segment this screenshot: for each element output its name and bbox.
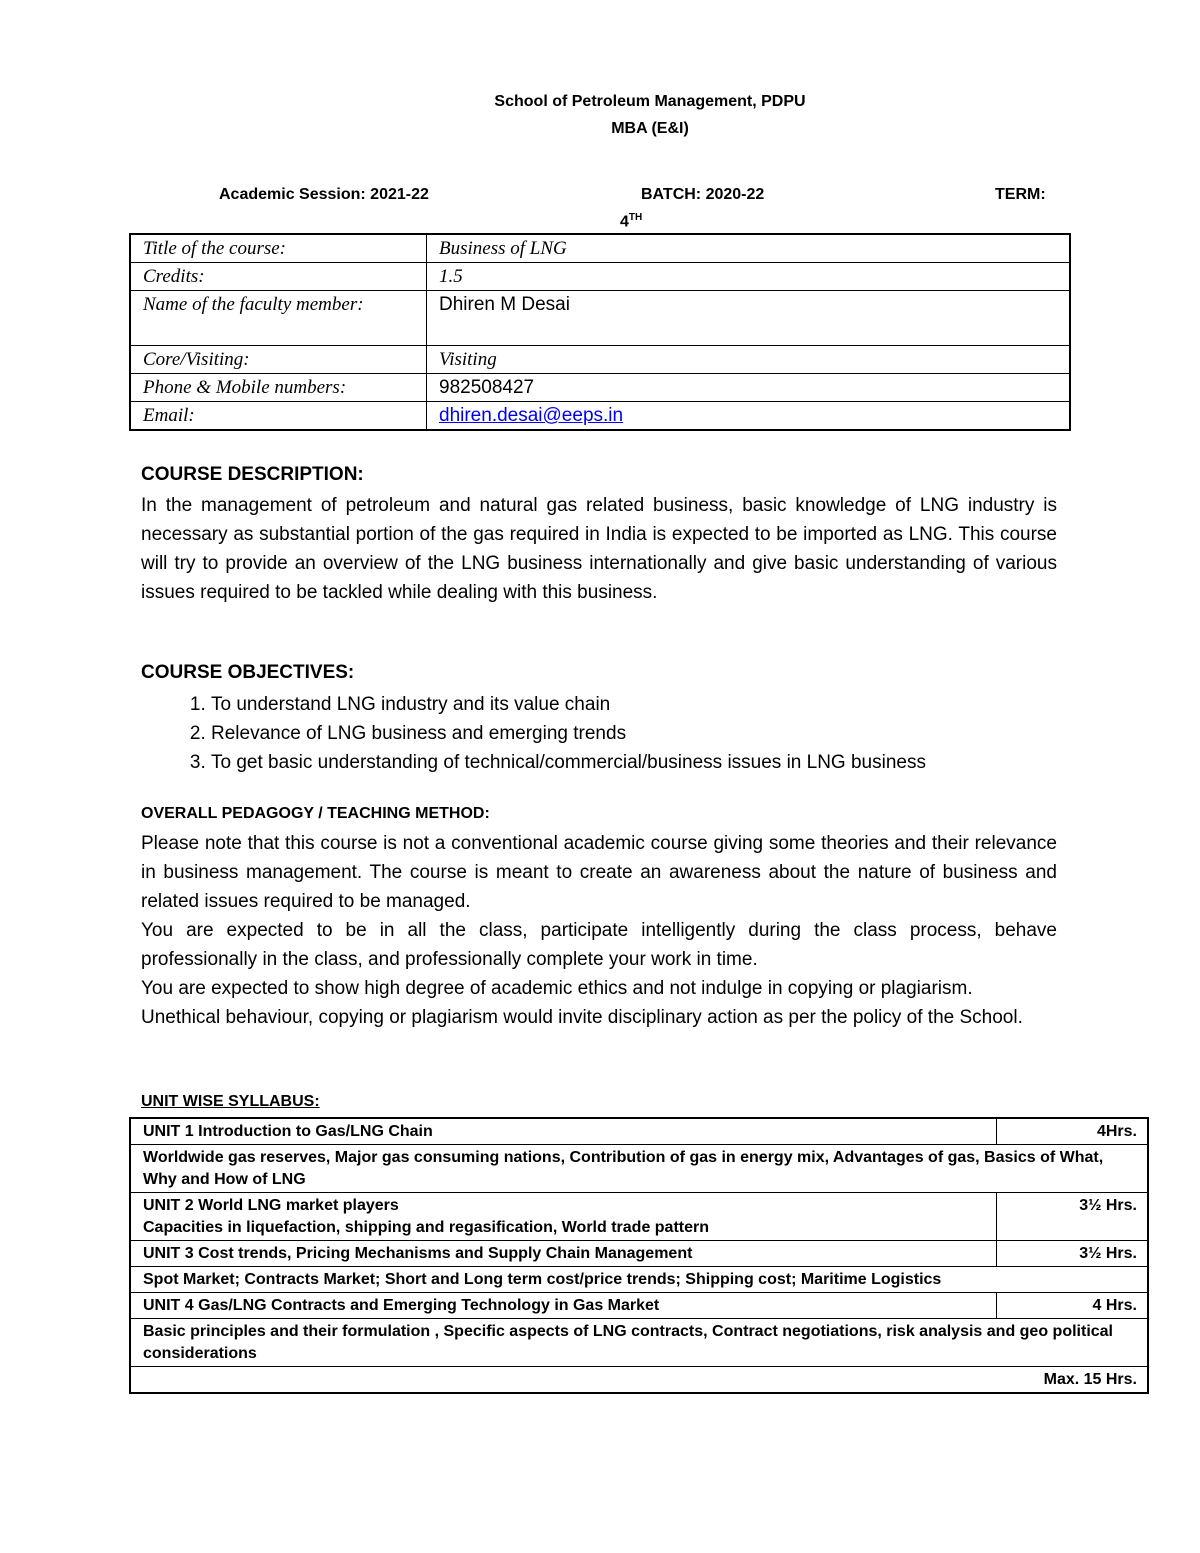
unit-3-topics: Spot Market; Contracts Market; Short and Long term cost/price trends; Shipping cost; Maritime Logistics <box>130 1267 1148 1293</box>
pedagogy-heading: OVERALL PEDAGOGY / TEACHING METHOD: <box>141 805 490 822</box>
table-row <box>130 234 1070 263</box>
list-item: 1. To understand LNG industry and its value chain <box>211 690 926 719</box>
unit-4-title: UNIT 4 Gas/LNG Contracts and Emerging Technology in Gas Market <box>130 1293 997 1319</box>
batch: BATCH: 2020-22 <box>641 186 765 203</box>
academic-session: Academic Session: 2021-22 <box>219 186 429 203</box>
unit-2-topics: Capacities in liquefaction, shipping and regasification, World trade pattern <box>143 1219 710 1236</box>
pedagogy-para-2: You are expected to be in all the class, participate intelligently during the class process, behave professionally in the class, and professionally complete your work in time. <box>141 920 1057 970</box>
email-label: Email: <box>130 402 427 431</box>
unit-1-title: UNIT 1 Introduction to Gas/LNG Chain <box>130 1118 997 1145</box>
pedagogy-para-1: Please note that this course is not a conventional academic course giving some theories and their relevance in business management. The course is meant to create an awareness about the nature of business and related issues required to be managed. <box>141 833 1057 912</box>
table-row <box>130 1118 1148 1145</box>
term-label: TERM: <box>995 186 1046 203</box>
unit-4-topics: Basic principles and their formulation , Specific aspects of LNG contracts, Contract negotiations, risk analysis and geo political considerations <box>130 1319 1148 1367</box>
pedagogy-text <box>141 829 1057 1032</box>
objectives-list <box>141 690 926 777</box>
table-row <box>130 346 1070 374</box>
unit-1-hours: 4Hrs. <box>997 1118 1149 1145</box>
program-title: MBA (E&I) <box>611 120 689 137</box>
unit-4-hours: 4 Hrs. <box>997 1293 1149 1319</box>
course-title-label: Title of the course: <box>130 234 427 263</box>
course-description-heading: COURSE DESCRIPTION: <box>141 464 364 485</box>
unit-2-title: UNIT 2 World LNG market players <box>143 1197 399 1214</box>
table-row <box>130 1267 1148 1293</box>
email-cell <box>427 402 1071 431</box>
table-row <box>130 1319 1148 1367</box>
unit-3-hours: 3½ Hrs. <box>997 1241 1149 1267</box>
list-item: 3. To get basic understanding of technical/commercial/business issues in LNG business <box>211 748 926 777</box>
faculty-label: Name of the faculty member: <box>130 291 427 346</box>
table-row <box>130 1193 1148 1241</box>
unit-2-cell <box>130 1193 997 1241</box>
term-suffix: TH <box>628 212 643 223</box>
table-row <box>130 374 1070 402</box>
unit-3-title: UNIT 3 Cost trends, Pricing Mechanisms and Supply Chain Management <box>130 1241 997 1267</box>
course-objectives-heading: COURSE OBJECTIVES: <box>141 662 355 683</box>
total-hours: Max. 15 Hrs. <box>130 1367 1148 1394</box>
syllabus-table <box>129 1117 1149 1394</box>
course-info-table <box>129 233 1071 431</box>
phone-value: 982508427 <box>427 374 1071 402</box>
course-description-text: In the management of petroleum and natural gas related business, basic knowledge of LNG industry is necessary as substantial portion of the gas required in India is expected to be imported as LNG. This course will try to provide an overview of the LNG business internationally and give basic understanding of various issues required to be tackled while dealing with this business. <box>141 495 1057 603</box>
course-title-value: Business of LNG <box>427 234 1071 263</box>
school-title: School of Petroleum Management, PDPU <box>494 93 806 110</box>
faculty-value: Dhiren M Desai <box>427 291 1071 346</box>
table-row <box>130 263 1070 291</box>
credits-label: Credits: <box>130 263 427 291</box>
term-number <box>620 212 642 231</box>
unit-1-topics: Worldwide gas reserves, Major gas consuming nations, Contribution of gas in energy mix, Advantages of gas, Basics of What, Why and How of LNG <box>130 1145 1148 1193</box>
list-item: 2. Relevance of LNG business and emerging trends <box>211 719 926 748</box>
table-row <box>130 402 1070 431</box>
phone-label: Phone & Mobile numbers: <box>130 374 427 402</box>
core-visiting-label: Core/Visiting: <box>130 346 427 374</box>
term-number-value: 4 <box>620 213 629 231</box>
table-row <box>130 1367 1148 1394</box>
table-row <box>130 291 1070 346</box>
credits-value: 1.5 <box>427 263 1071 291</box>
table-row <box>130 1145 1148 1193</box>
pedagogy-para-3: You are expected to show high degree of academic ethics and not indulge in copying or plagiarism. Unethical behaviour, copying or plagiarism would invite disciplinary action as per the policy of the School. <box>141 978 1023 1028</box>
email-link[interactable]: dhiren.desai@eeps.in <box>439 405 624 426</box>
table-row <box>130 1241 1148 1267</box>
unit-2-hours: 3½ Hrs. <box>997 1193 1149 1241</box>
table-row <box>130 1293 1148 1319</box>
syllabus-heading: UNIT WISE SYLLABUS: <box>141 1093 320 1110</box>
core-visiting-value: Visiting <box>427 346 1071 374</box>
